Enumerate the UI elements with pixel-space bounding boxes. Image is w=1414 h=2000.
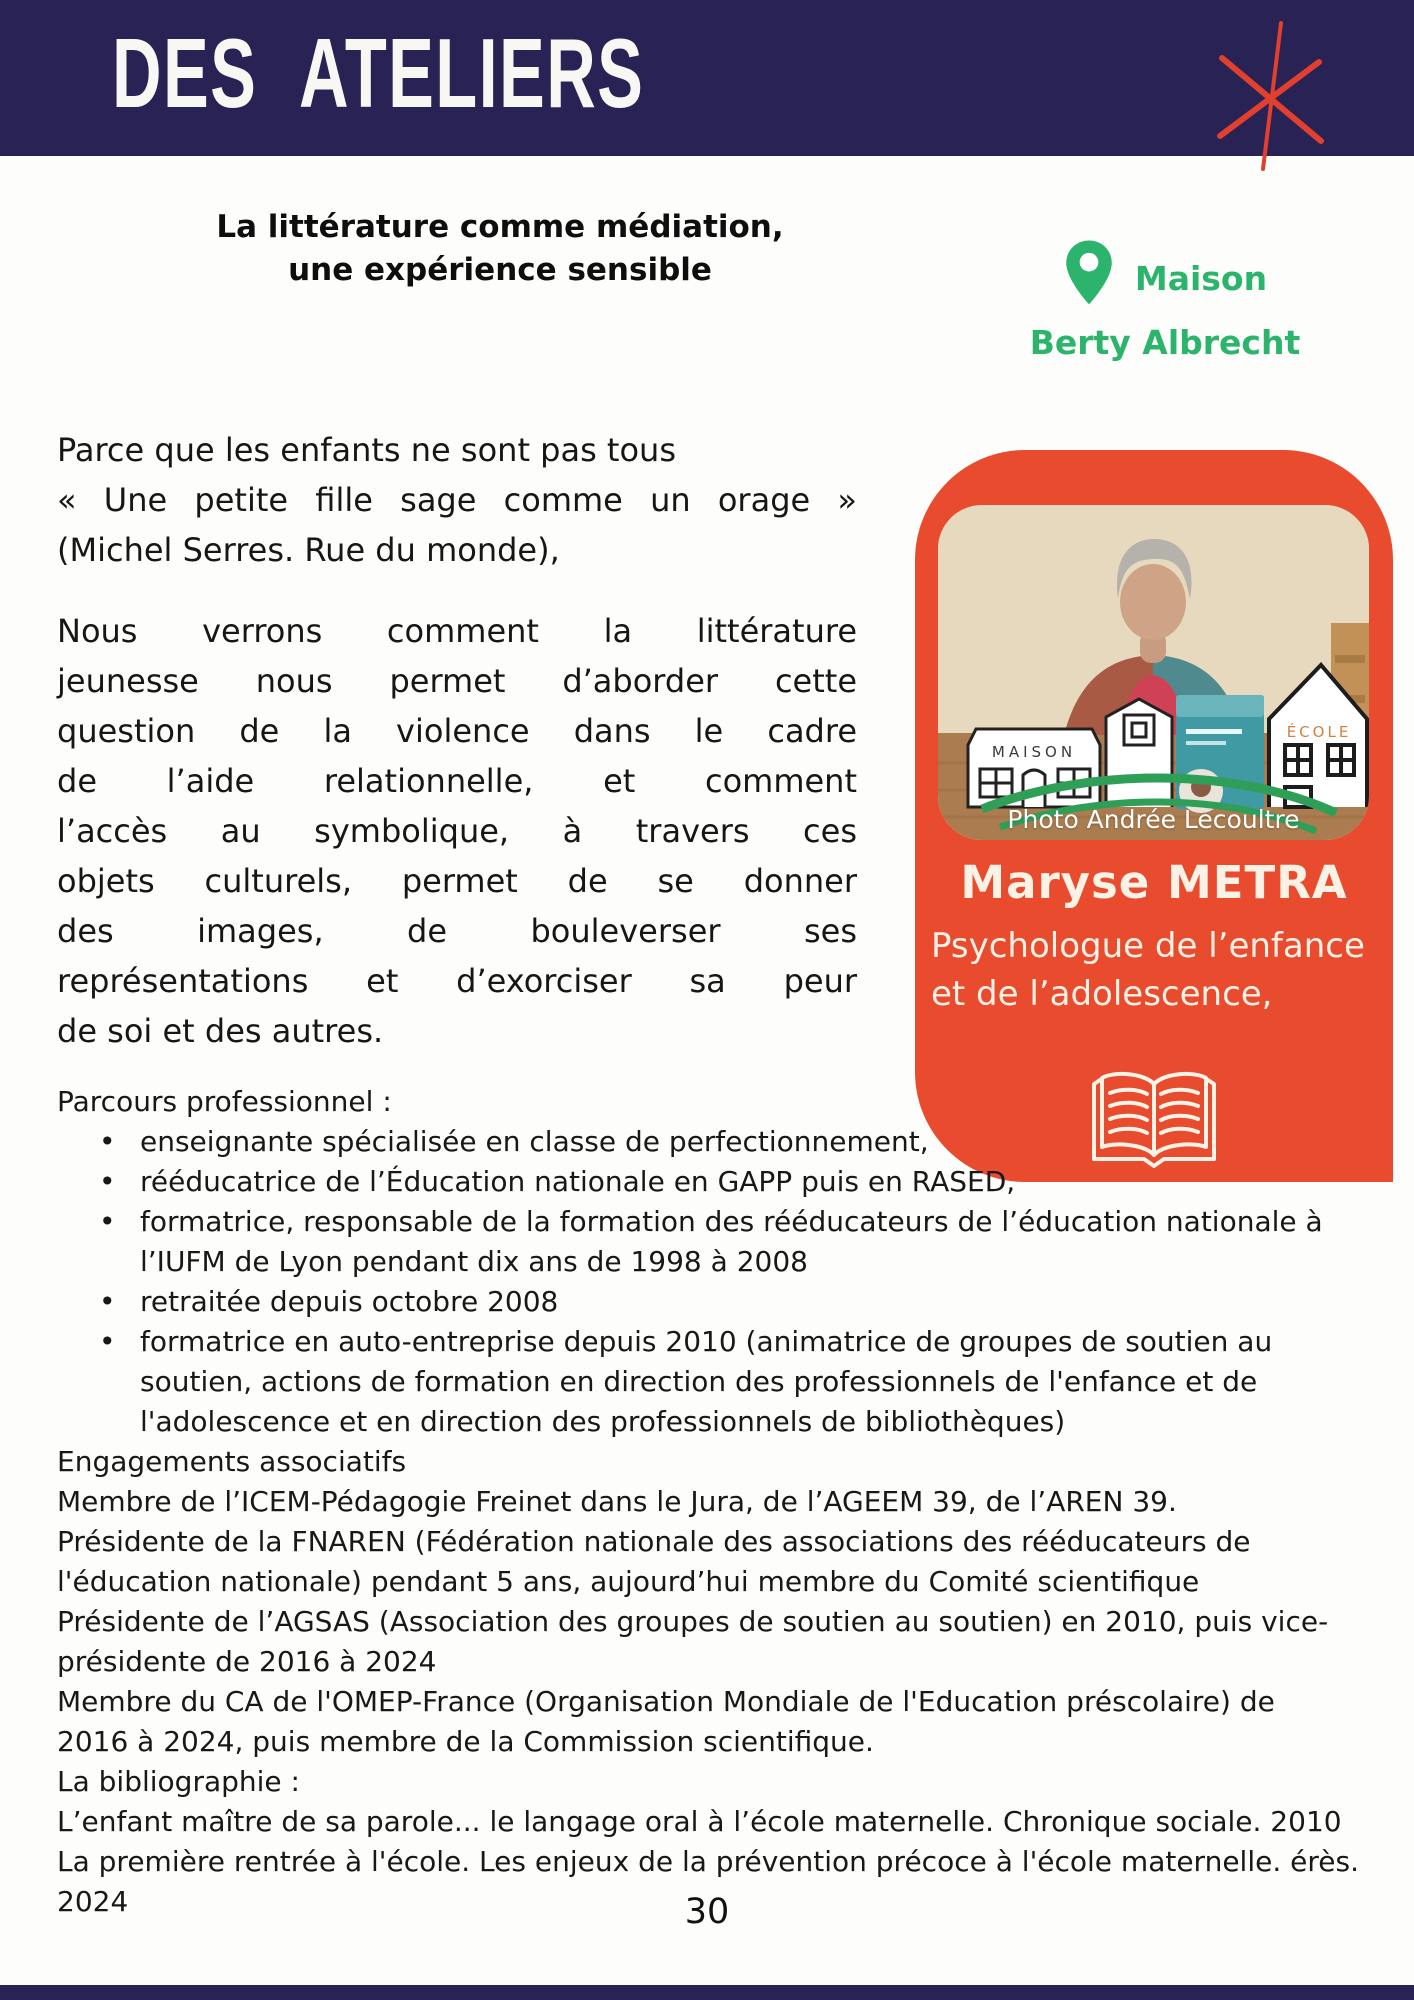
parcours-item-continuation: l’IUFM de Lyon pendant dix ans de 1998 à 2008 bbox=[140, 1245, 808, 1278]
parcours-item: • rééducatrice de l’Éducation nationale en GAPP puis en RASED, bbox=[57, 1162, 1397, 1202]
parcours-item-continuation: soutien, actions de formation en direction des professionnels de l'enfance et de bbox=[140, 1365, 1258, 1398]
bibliographie-line: 2024 bbox=[57, 1885, 129, 1918]
parcours-item: • formatrice en auto-entreprise depuis 2010 (animatrice de groupes de soutien au bbox=[57, 1322, 1397, 1362]
intro-line: Parce que les enfants ne sont pas tous bbox=[57, 431, 676, 469]
parcours-item: • retraitée depuis octobre 2008 bbox=[57, 1282, 1397, 1322]
bibliographie-line: L’enfant maître de sa parole... le langage oral à l’école maternelle. Chronique sociale. 2010 bbox=[57, 1805, 1342, 1838]
body-line: des images, de bouleverser ses bbox=[57, 912, 857, 950]
svg-text:ÉCOLE: ÉCOLE bbox=[1286, 723, 1352, 741]
engagements-line: présidente de 2016 à 2024 bbox=[57, 1645, 437, 1678]
body-line: Nous verrons comment la littérature bbox=[57, 612, 857, 650]
speaker-photo bbox=[938, 505, 1369, 840]
bibliographie-line: La première rentrée à l'école. Les enjeux de la prévention précoce à l'école maternelle. érès. bbox=[57, 1845, 1359, 1878]
engagements-line: Membre de l’ICEM-Pédagogie Freinet dans le Jura, de l’AGEEM 39, de l’AREN 39. bbox=[57, 1485, 1177, 1518]
intro-paragraph bbox=[57, 425, 857, 575]
engagements-line: Présidente de la FNAREN (Fédération nationale des associations des rééducateurs de bbox=[57, 1525, 1251, 1558]
workshop-title-line1: La littérature comme médiation, bbox=[216, 209, 784, 245]
location-badge bbox=[985, 238, 1345, 365]
speaker-role bbox=[931, 922, 1387, 1018]
intro-line: « Une petite fille sage comme un orage » bbox=[57, 481, 857, 519]
speaker-role-line2: et de l’adolescence, bbox=[931, 974, 1273, 1014]
photo-credit: Photo Andrée Lecoultre bbox=[1007, 805, 1300, 834]
asterisk-mark-icon bbox=[1205, 20, 1340, 176]
location-name-line1: Maison bbox=[1134, 258, 1268, 298]
page-number: 30 bbox=[684, 1892, 730, 1932]
body-line: de soi et des autres. bbox=[57, 1012, 384, 1050]
body-paragraph bbox=[57, 606, 857, 1056]
body-line: de l’aide relationnelle, et comment bbox=[57, 762, 857, 800]
speaker-name: Maryse METRA bbox=[960, 856, 1348, 909]
body-line: jeunesse nous permet d’aborder cette bbox=[57, 662, 857, 700]
speaker-role-line1: Psychologue de l’enfance bbox=[931, 926, 1365, 966]
engagements-line: 2016 à 2024, puis membre de la Commission scientifique. bbox=[57, 1725, 874, 1758]
body-line: objets culturels, permet de se donner bbox=[57, 862, 857, 900]
location-pin-icon bbox=[1063, 238, 1115, 319]
bibliographie-heading: La bibliographie : bbox=[57, 1765, 300, 1798]
engagements-line: l'éducation nationale) pendant 5 ans, aujourd’hui membre du Comité scientifique bbox=[57, 1565, 1200, 1598]
body-line: l’accès au symbolique, à travers ces bbox=[57, 812, 857, 850]
engagements-line: Présidente de l’AGSAS (Association des groupes de soutien au soutien) en 2010, puis vice- bbox=[57, 1605, 1329, 1638]
engagements-heading: Engagements associatifs bbox=[57, 1445, 407, 1478]
workshop-title bbox=[120, 206, 880, 292]
body-line: question de la violence dans le cadre bbox=[57, 712, 857, 750]
body-line: représentations et d’exorciser sa peur bbox=[57, 962, 857, 1000]
biography-section bbox=[57, 1082, 1397, 1922]
engagements-line: Membre du CA de l'OMEP-France (Organisation Mondiale de l'Education préscolaire) de bbox=[57, 1685, 1275, 1718]
speaker-photo-illustration bbox=[938, 505, 1369, 840]
speaker-card bbox=[915, 450, 1393, 1182]
svg-text:MAISON: MAISON bbox=[991, 743, 1077, 761]
page-title: DES ATELIERS bbox=[112, 17, 645, 128]
workshop-title-line2: une expérience sensible bbox=[288, 252, 712, 288]
page-footer-band bbox=[0, 1985, 1414, 2000]
parcours-item: • formatrice, responsable de la formation des rééducateurs de l’éducation nationale à bbox=[57, 1202, 1397, 1242]
location-name-line2: Berty Albrecht bbox=[1029, 323, 1301, 362]
intro-line: (Michel Serres. Rue du monde), bbox=[57, 531, 560, 569]
parcours-item-continuation: l'adolescence et en direction des professionnels de bibliothèques) bbox=[140, 1405, 1066, 1438]
parcours-item: • enseignante spécialisée en classe de perfectionnement, bbox=[57, 1122, 1397, 1162]
page-header-band bbox=[0, 0, 1414, 156]
parcours-heading: Parcours professionnel : bbox=[57, 1085, 392, 1118]
